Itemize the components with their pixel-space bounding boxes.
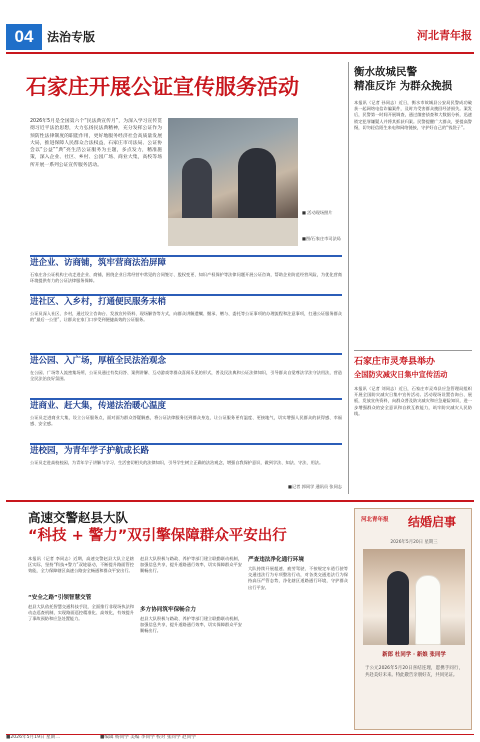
right-top-headline-1: 衡水故城民警 <box>354 66 417 78</box>
section-3-title: 进公园、入广场，厚植全民法治观念 <box>30 356 167 366</box>
section-5-title: 进校园，为青年学子护航成长路 <box>30 446 150 456</box>
bottom-subhead-1: “安全之路”引领智慧交管 <box>28 595 92 601</box>
section-3-body: 在公园、广场等人流密集场所，公证员通过有奖问答、案例讲解、互动游戏等群众喜闻乐见的形式，普及民法典和公证法律知识，引导群众自觉尊法学法守法用法，营造全民法治良好氛围。 <box>30 370 342 382</box>
wedding-ad-brand: 河北青年报 <box>361 517 389 523</box>
right-mid-headline-2: 全国防灾减灾日集中宣传活动 <box>354 370 448 379</box>
section-1-body: 石家庄各公证机构主动走进企业、商铺，围绕企业日常经营中常见的合同签订、股权变更、知识产权保护等法律问题开展公证咨询，帮助企业防范经营风险，为优化营商环境提供有力的公证法律服务保障。 <box>30 272 342 284</box>
wedding-ad-message: 于公元2026年5月20日喜结连理，愿携手同行，共赴美好未来。特此敬告亲朋好友，共同见证。 <box>365 666 463 678</box>
section-2-body: 公证员深入社区、乡村，通过设立咨询台、发放宣传资料、现场解答等方式，向群众讲解遗嘱、继承、赠与、委托等公证事项的办理流程和注意事项，打通公证服务群众的“最后一公里”，让群众在家门口享受到便捷高效的公证服务。 <box>30 311 342 323</box>
section-4-body: 公证员走进商业大集，设立公证服务点，面对面为群众答疑解惑，将公证法律服务送到群众身边，让公证服务更有温度、更接地气，切实增强人民群众的获得感、幸福感、安全感。 <box>30 415 342 427</box>
main-bottom-rule <box>6 500 474 502</box>
column-divider <box>348 62 349 494</box>
main-headline: 石家庄开展公证宣传服务活动 <box>26 74 299 99</box>
photo-groom <box>387 571 409 645</box>
photo-caption: ■ 活动现场照片 <box>302 210 333 215</box>
source-credit: ■记者 郭同学 通讯员 张同志 <box>287 484 342 489</box>
header-rule <box>6 52 474 54</box>
section-3-rule <box>30 353 342 355</box>
section-1-title: 进企业、访商铺，筑牢营商法治屏障 <box>30 258 167 268</box>
bottom-body-col3: 大队持续开展超速、疲劳驾驶、不按规定车道行驶等交通违法行为专项整治行动，对各类交通违法行为保持高压严管态势，净化辖区道路通行环境，守护群众出行平安。 <box>248 566 348 590</box>
event-photo <box>168 118 298 246</box>
right-mid-body: 本报讯（记者 刘同志）近日，石家庄市灵寿县应急管理局组织开展全国防灾减灾日集中宣传活动。活动现场设置咨询台、展板，发放宣传资料，向群众普及防灾减灾和应急避险知识，进一步增强群众的安全意识和自救互救能力，筑牢防灾减灾人民防线。 <box>354 386 472 416</box>
section-5-body: 公证员走进高校校园，为青年学子讲解与学习、生活密切相关的法律知识，引导学生树立正确的法治观念，增强自我保护意识，做到学法、知法、守法、用法。 <box>30 460 324 465</box>
bottom-kicker: 高速交警赵县大队 <box>28 510 129 525</box>
right-top-headline-2: 精准反诈 为群众挽损 <box>354 80 453 92</box>
section-1-rule <box>30 255 342 257</box>
right-mid-rule <box>354 350 472 351</box>
bottom-headline: “科技 + 警力”双引擎保障群众平安出行 <box>28 528 287 544</box>
bottom-body-col2b: 赵县大队积极与路政、养护等部门建立联勤联动机制，加强信息共享，提升道路通行效率，切实保障群众平安顺畅出行。 <box>140 616 242 634</box>
section-5-rule <box>30 443 342 445</box>
main-intro: 2026年5月是全国第六个“民法典宣传月”，为深入学习宣传贯彻习近平法治思想，大力弘扬民法典精神，充分发挥公证作为预防性法律制度的职能作用，更好地服务经济社会高质量发展大局，推进保障人民群众合法权益，石家庄市司法局、公证协会以“公益”“典”亮生活公证服务为主题，多点发力，精准施策，深入企业、社区、乡村、公园广场、商业大集，高校等场所开展一系列公证宣传服务活动。 <box>30 119 162 168</box>
bottom-subhead-3: 严查违法净化通行环境 <box>248 557 304 563</box>
right-mid-headline-1: 石家庄市灵寿县举办 <box>354 357 436 367</box>
footer-editors: ■编辑 杨同学 美编 李同学 校对 张同学 赵同学 <box>100 735 196 740</box>
bottom-subhead-2: 多方协同筑牢保畅合力 <box>140 607 196 613</box>
wedding-ad <box>354 508 472 730</box>
photo-credit: ■图/石家庄市司法局 <box>302 236 341 241</box>
section-4-title: 进商业、赶大集，传递法治暖心温度 <box>30 401 167 411</box>
bottom-body-col1: 本报讯（记者 李同志）近期，高速交警赵县大队立足辖区实际，坚持“科技+警力”双轮驱动，不断提升路面管控效能，全力保障辖区高速公路安全畅通和群众平安出行。 <box>28 556 134 574</box>
bottom-body-col1b: 赵县大队依托智慧交通科技手段，全面推行非现场执法和动态巡查机制，实现路面巡控精准化、高效化，有效提升了事故预防和应急处置能力。 <box>28 604 134 622</box>
section-2-rule <box>30 294 342 296</box>
section-4-rule <box>30 398 342 400</box>
page-number-badge: 04 <box>6 24 42 50</box>
section-2-title: 进社区、入乡村，打通便民服务末梢 <box>30 297 167 307</box>
wedding-ad-names: 新郎 杜同学 · 新娘 张同学 <box>382 652 446 658</box>
wedding-photo <box>363 549 465 645</box>
section-name: 法治专版 <box>47 30 96 44</box>
wedding-ad-title: 结婚启事 <box>407 515 456 529</box>
footer-date: ■2026年5月19日 星期二 <box>6 735 60 740</box>
photo-table <box>168 218 298 246</box>
wedding-ad-date: 2026年5月20日 星期三 <box>390 540 438 545</box>
right-top-body: 本报讯（记者 孙同志）近日，衡水市故城县公安局民警成功破获一起网络电信诈骗案件，及时为受害群众挽回经济损失。案发后，民警第一时间开展调查，通过缜密侦查和大数据分析，迅速锁定犯罪嫌疑人并将其抓获归案。民警提醒广大群众，要提高警惕，切勿轻信陌生来电和网络链接，守护好自己的“钱袋子”。 <box>354 100 472 130</box>
footer-rule <box>6 734 474 735</box>
masthead-logo: 河北青年报 <box>417 29 472 42</box>
bottom-body-col2: 赵县大队积极与路政、养护等部门建立联勤联动机制，加强信息共享，提升道路通行效率，切实保障群众平安顺畅出行。 <box>140 556 242 574</box>
photo-bride <box>415 575 441 645</box>
